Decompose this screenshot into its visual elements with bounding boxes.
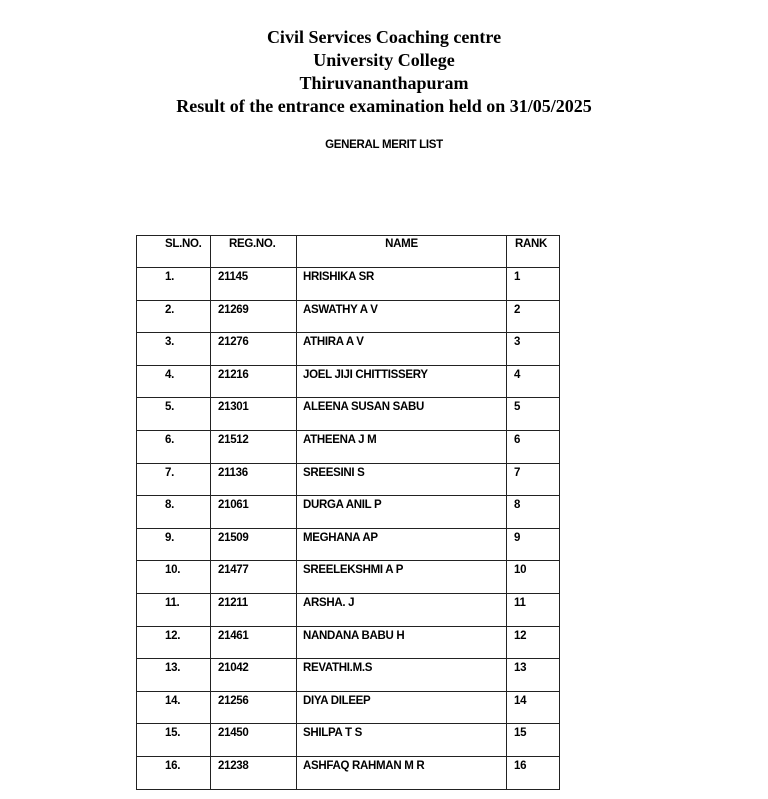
sl-no-cell: 6. <box>137 430 211 463</box>
table-row <box>137 659 560 692</box>
rank-cell: 5 <box>507 398 560 431</box>
name-cell: ATHIRA A V <box>297 333 507 366</box>
table-row <box>137 365 560 398</box>
name-cell: DIYA DILEEP <box>297 691 507 724</box>
name-cell: DURGA ANIL P <box>297 496 507 529</box>
rank-cell: 10 <box>507 561 560 594</box>
sl-no-cell: 13. <box>137 659 211 692</box>
name-cell: ASWATHY A V <box>297 300 507 333</box>
college-name: University College <box>313 50 455 70</box>
name-cell: JOEL JIJI CHITTISSERY <box>297 365 507 398</box>
rank-cell: 6 <box>507 430 560 463</box>
table-row <box>137 626 560 659</box>
name-cell: REVATHI.M.S <box>297 659 507 692</box>
reg-no-cell: 21216 <box>211 365 297 398</box>
merit-list-table <box>136 235 560 790</box>
name-cell: SHILPA T S <box>297 724 507 757</box>
table-row <box>137 496 560 529</box>
reg-no-cell: 21512 <box>211 430 297 463</box>
sl-no-cell: 15. <box>137 724 211 757</box>
sl-no-cell: 9. <box>137 528 211 561</box>
reg-no-cell: 21509 <box>211 528 297 561</box>
table-row <box>137 268 560 301</box>
rank-cell: 14 <box>507 691 560 724</box>
rank-cell: 3 <box>507 333 560 366</box>
column-header-sl-no: SL.NO. <box>137 236 211 268</box>
reg-no-cell: 21061 <box>211 496 297 529</box>
rank-cell: 16 <box>507 756 560 789</box>
sl-no-cell: 12. <box>137 626 211 659</box>
merit-list-title: GENERAL MERIT LIST <box>325 139 443 151</box>
result-heading: Result of the entrance examination held on 31/05/2025 <box>176 96 592 116</box>
table-header-row <box>137 236 560 268</box>
sl-no-cell: 5. <box>137 398 211 431</box>
rank-cell: 12 <box>507 626 560 659</box>
sl-no-cell: 16. <box>137 756 211 789</box>
reg-no-cell: 21450 <box>211 724 297 757</box>
name-cell: ARSHA. J <box>297 593 507 626</box>
table-row <box>137 593 560 626</box>
name-cell: HRISHIKA SR <box>297 268 507 301</box>
table-row <box>137 561 560 594</box>
table-row <box>137 528 560 561</box>
sl-no-cell: 4. <box>137 365 211 398</box>
table-row <box>137 398 560 431</box>
sl-no-cell: 1. <box>137 268 211 301</box>
name-cell: MEGHANA AP <box>297 528 507 561</box>
city-name: Thiruvananthapuram <box>299 73 469 93</box>
name-cell: SREELEKSHMI A P <box>297 561 507 594</box>
rank-cell: 9 <box>507 528 560 561</box>
reg-no-cell: 21461 <box>211 626 297 659</box>
name-cell: ATHEENA J M <box>297 430 507 463</box>
rank-cell: 13 <box>507 659 560 692</box>
reg-no-cell: 21477 <box>211 561 297 594</box>
table-row <box>137 300 560 333</box>
reg-no-cell: 21256 <box>211 691 297 724</box>
table-row <box>137 463 560 496</box>
reg-no-cell: 21276 <box>211 333 297 366</box>
table-row <box>137 756 560 789</box>
sl-no-cell: 2. <box>137 300 211 333</box>
column-header-rank: RANK <box>507 236 560 268</box>
reg-no-cell: 21136 <box>211 463 297 496</box>
table-row <box>137 430 560 463</box>
name-cell: NANDANA BABU H <box>297 626 507 659</box>
rank-cell: 15 <box>507 724 560 757</box>
reg-no-cell: 21145 <box>211 268 297 301</box>
rank-cell: 4 <box>507 365 560 398</box>
institution-title: Civil Services Coaching centre <box>266 27 502 47</box>
name-cell: ALEENA SUSAN SABU <box>297 398 507 431</box>
column-header-reg-no: REG.NO. <box>211 236 297 268</box>
rank-cell: 2 <box>507 300 560 333</box>
table-row <box>137 724 560 757</box>
sl-no-cell: 14. <box>137 691 211 724</box>
sl-no-cell: 7. <box>137 463 211 496</box>
column-header-name: NAME <box>297 236 507 268</box>
reg-no-cell: 21042 <box>211 659 297 692</box>
name-cell: SREESINI S <box>297 463 507 496</box>
sl-no-cell: 11. <box>137 593 211 626</box>
rank-cell: 1 <box>507 268 560 301</box>
table-row <box>137 691 560 724</box>
sl-no-cell: 10. <box>137 561 211 594</box>
rank-cell: 8 <box>507 496 560 529</box>
table-row <box>137 333 560 366</box>
sl-no-cell: 8. <box>137 496 211 529</box>
reg-no-cell: 21211 <box>211 593 297 626</box>
name-cell: ASHFAQ RAHMAN M R <box>297 756 507 789</box>
reg-no-cell: 21269 <box>211 300 297 333</box>
rank-cell: 7 <box>507 463 560 496</box>
reg-no-cell: 21301 <box>211 398 297 431</box>
rank-cell: 11 <box>507 593 560 626</box>
sl-no-cell: 3. <box>137 333 211 366</box>
reg-no-cell: 21238 <box>211 756 297 789</box>
